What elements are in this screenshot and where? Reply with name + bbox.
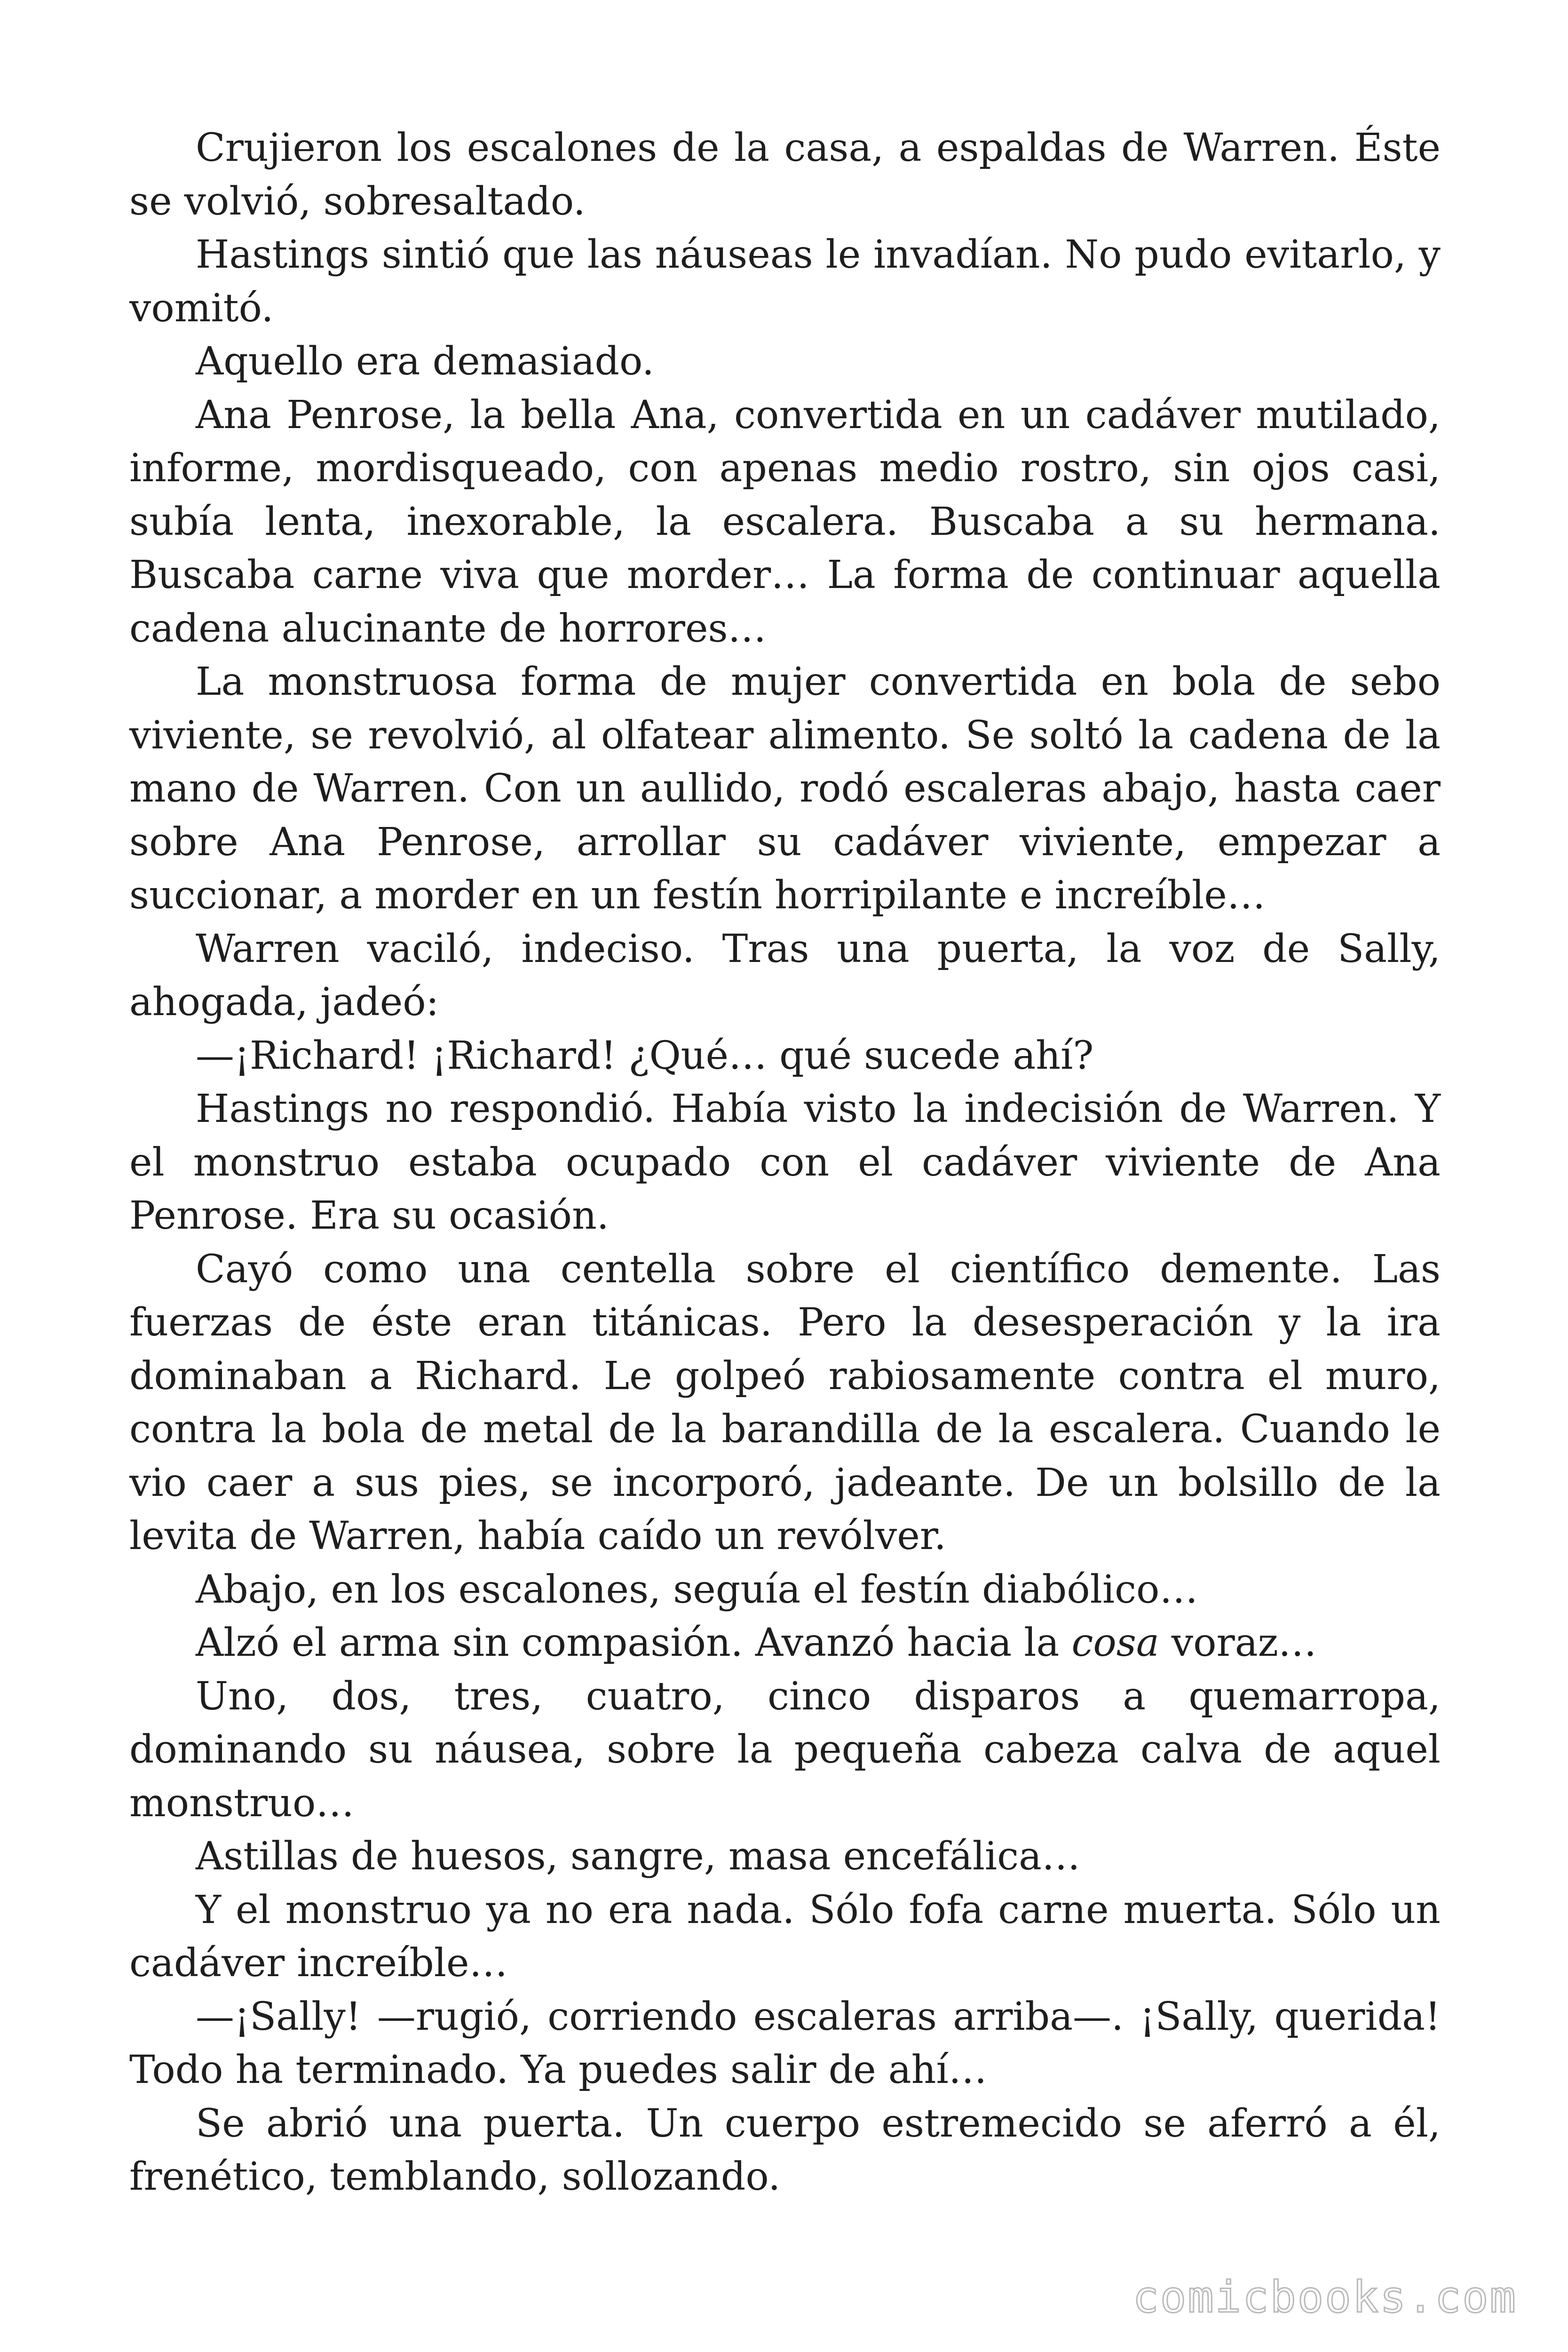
paragraph-text-after: voraz… (1159, 1621, 1317, 1665)
paragraph: Hastings sintió que las náuseas le invadían. No pudo evitarlo, y vomitó. (129, 232, 1441, 331)
paragraph: Ana Penrose, la bella Ana, convertida en un cadáver mutilado, informe, mordisqueado, con apenas medio rostro, sin ojos casi, subía lenta, inexorable, la escalera. Buscaba a su hermana. Buscaba carne viva que morder… La forma de continuar aquella cadena alucinante de horrores… (129, 392, 1441, 651)
paragraph: Se abrió una puerta. Un cuerpo estremecido se aferró a él, frenético, temblando, sollozando. (129, 2101, 1441, 2199)
emphasized-word: cosa (1071, 1621, 1159, 1665)
paragraph: —¡Richard! ¡Richard! ¿Qué… qué sucede ahí? (196, 1033, 1094, 1078)
paragraph: Aquello era demasiado. (196, 339, 654, 384)
paragraph-text-before: Alzó el arma sin compasión. Avanzó hacia la (196, 1621, 1072, 1665)
paragraph: Hastings no respondió. Había visto la indecisión de Warren. Y el monstruo estaba ocupado con el cadáver viviente de Ana Penrose. Era su ocasión. (129, 1087, 1441, 1238)
paragraph: Crujieron los escalones de la casa, a espaldas de Warren. Éste se volvió, sobresaltado. (129, 126, 1441, 224)
paragraph: Abajo, en los escalones, seguía el festín diabólico… (196, 1567, 1198, 1612)
paragraph: Uno, dos, tres, cuatro, cinco disparos a quemarropa, dominando su náusea, sobre la pequeña cabeza calva de aquel monstruo… (129, 1674, 1441, 1826)
paragraph: La monstruosa forma de mujer convertida en bola de sebo viviente, se revolvió, al olfatear alimento. Se soltó la cadena de la mano de Warren. Con un aullido, rodó escaleras abajo, hasta caer sobre Ana Penrose, arrollar su cadáver viviente, empezar a succionar, a morder en un festín horripilante e increíble… (129, 660, 1441, 918)
paragraph: —¡Sally! —rugió, corriendo escaleras arriba—. ¡Sally, querida! Todo ha terminado. Ya puedes salir de ahí… (129, 1994, 1441, 2092)
paragraph: Cayó como una centella sobre el científico demente. Las fuerzas de éste eran titánicas. Pero la desesperación y la ira dominaban a Richard. Le golpeó rabiosamente contra el muro, contra la bola de metal de la barandilla de la escalera. Cuando le vio caer a sus pies, se incorporó, jadeante. De un bolsillo de la levita de Warren, había caído un revólver. (129, 1247, 1441, 1558)
paragraph: Warren vaciló, indeciso. Tras una puerta, la voz de Sally, ahogada, jadeó: (129, 926, 1441, 1025)
paragraph: Astillas de huesos, sangre, masa encefálica… (196, 1834, 1080, 1879)
paragraph: Y el monstruo ya no era nada. Sólo fofa carne muerta. Sólo un cadáver increíble… (129, 1887, 1441, 1986)
page-body (129, 121, 1441, 2204)
watermark: comicbooks.com (1132, 2272, 1517, 2322)
paragraph-with-emphasis (129, 1616, 1441, 1670)
